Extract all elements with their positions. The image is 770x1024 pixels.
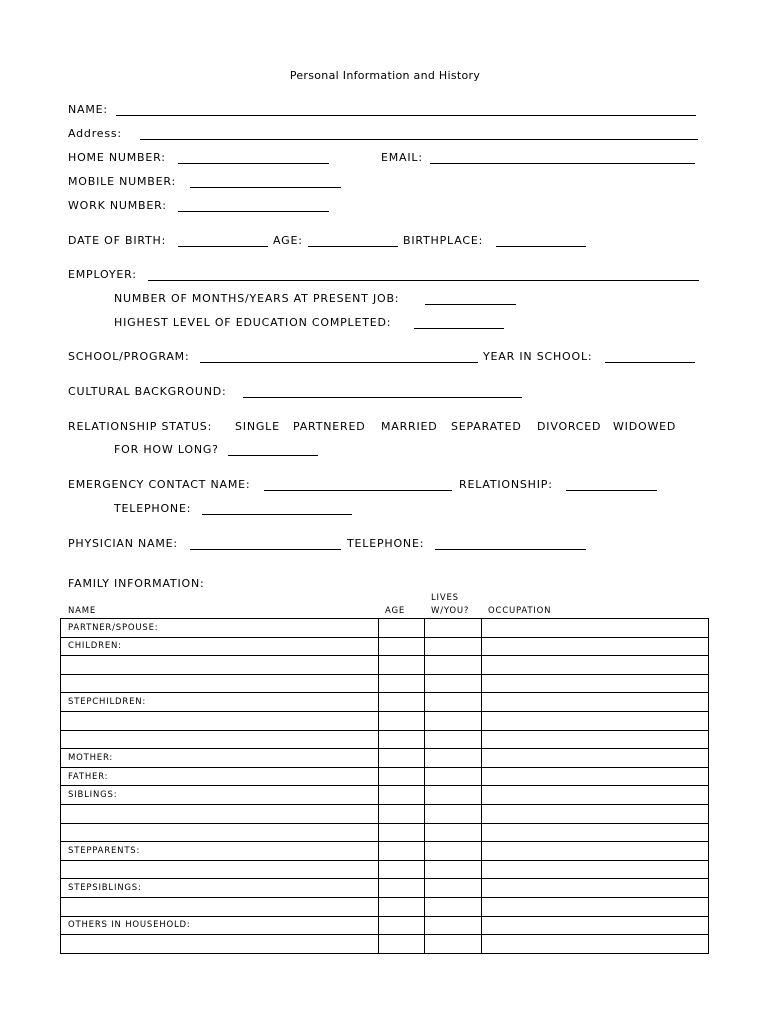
age-cell[interactable]	[379, 860, 425, 879]
table-row	[61, 860, 709, 879]
age-cell[interactable]	[379, 786, 425, 805]
name-cell[interactable]	[61, 749, 379, 768]
lives-with-you-cell[interactable]	[425, 619, 482, 638]
family-row-label: STEPPARENTS:	[68, 845, 141, 856]
family-row-label: SIBLINGS:	[68, 790, 118, 801]
age-cell[interactable]	[379, 767, 425, 786]
family-row-label: CHILDREN:	[68, 641, 122, 652]
name-cell[interactable]	[61, 767, 379, 786]
telephone-field[interactable]	[202, 514, 352, 515]
date-of-birth-label: DATE OF BIRTH:	[68, 234, 167, 247]
option-divorced[interactable]: DIVORCED	[537, 420, 602, 433]
physician-telephone-field[interactable]	[435, 549, 586, 550]
name-label: NAME:	[68, 103, 108, 116]
option-separated[interactable]: SEPARATED	[451, 420, 522, 433]
lives-with-you-cell[interactable]	[425, 842, 482, 861]
age-cell[interactable]	[379, 935, 425, 954]
col-lives-header: LIVES	[431, 593, 459, 603]
email-label: EMAIL:	[381, 151, 423, 164]
age-cell[interactable]	[379, 711, 425, 730]
physician-name-label: PHYSICIAN NAME:	[68, 537, 178, 550]
option-partnered[interactable]: PARTNERED	[293, 420, 366, 433]
table-row	[61, 656, 709, 675]
months-years-label: NUMBER OF MONTHS/YEARS AT PRESENT JOB:	[114, 292, 400, 305]
school-program-label: SCHOOL/PROGRAM:	[68, 350, 190, 363]
months-row	[114, 292, 524, 306]
occupation-cell[interactable]	[482, 656, 709, 675]
age-cell[interactable]	[379, 897, 425, 916]
cultural-background-field[interactable]	[243, 397, 522, 398]
age-cell[interactable]	[379, 693, 425, 712]
family-row-label: OTHERS IN HOUSEHOLD:	[68, 920, 191, 931]
occupation-cell[interactable]	[482, 711, 709, 730]
lives-with-you-cell[interactable]	[425, 786, 482, 805]
age-cell[interactable]	[379, 916, 425, 935]
name-cell[interactable]	[61, 897, 379, 916]
occupation-cell[interactable]	[482, 823, 709, 842]
occupation-cell[interactable]	[482, 804, 709, 823]
lives-with-you-cell[interactable]	[425, 916, 482, 935]
occupation-cell[interactable]	[482, 897, 709, 916]
lives-with-you-cell[interactable]	[425, 730, 482, 749]
table-row	[61, 637, 709, 656]
employer-row	[68, 268, 700, 282]
name-cell[interactable]	[61, 674, 379, 693]
name-cell[interactable]	[61, 916, 379, 935]
age-cell[interactable]	[379, 730, 425, 749]
table-row	[61, 786, 709, 805]
dob-row	[68, 234, 598, 248]
family-heading-row	[68, 577, 268, 591]
family-information-heading: FAMILY INFORMATION:	[68, 577, 205, 590]
lives-with-you-cell[interactable]	[425, 674, 482, 693]
occupation-cell[interactable]	[482, 767, 709, 786]
home-email-row	[68, 151, 698, 165]
family-row-label: PARTNER/SPOUSE:	[68, 622, 159, 633]
age-field[interactable]	[308, 246, 398, 247]
family-row-label: FATHER:	[68, 771, 109, 782]
relationship-field[interactable]	[566, 490, 657, 491]
table-row	[61, 730, 709, 749]
school-program-field[interactable]	[200, 362, 478, 363]
how-long-row	[114, 443, 334, 457]
lives-with-you-cell[interactable]	[425, 767, 482, 786]
table-row	[61, 823, 709, 842]
months-years-field[interactable]	[425, 304, 516, 305]
age-cell[interactable]	[379, 619, 425, 638]
relationship-label: RELATIONSHIP:	[459, 478, 553, 491]
table-row	[61, 842, 709, 861]
name-cell[interactable]	[61, 860, 379, 879]
year-in-school-field[interactable]	[605, 362, 695, 363]
age-cell[interactable]	[379, 842, 425, 861]
name-cell[interactable]	[61, 879, 379, 898]
year-in-school-label: YEAR IN SCHOOL:	[483, 350, 593, 363]
lives-with-you-cell[interactable]	[425, 879, 482, 898]
work-number-field[interactable]	[178, 211, 329, 212]
emergency-contact-label: EMERGENCY CONTACT NAME:	[68, 478, 251, 491]
table-row	[61, 619, 709, 638]
lives-with-you-cell[interactable]	[425, 711, 482, 730]
lives-with-you-cell[interactable]	[425, 860, 482, 879]
school-row	[68, 350, 698, 364]
age-cell[interactable]	[379, 749, 425, 768]
table-row	[61, 879, 709, 898]
family-row-label: STEPSIBLINGS:	[68, 883, 142, 894]
table-row	[61, 749, 709, 768]
lives-with-you-cell[interactable]	[425, 693, 482, 712]
occupation-cell[interactable]	[482, 730, 709, 749]
physician-row	[68, 537, 598, 551]
work-number-label: WORK NUMBER:	[68, 199, 167, 212]
occupation-cell[interactable]	[482, 879, 709, 898]
emergency-telephone-row	[114, 502, 364, 516]
occupation-cell[interactable]	[482, 842, 709, 861]
col-name-header: NAME	[68, 606, 97, 616]
mobile-number-field[interactable]	[190, 187, 341, 188]
occupation-cell[interactable]	[482, 674, 709, 693]
option-widowed[interactable]: WIDOWED	[613, 420, 677, 433]
address-label: Address:	[68, 127, 122, 140]
address-field[interactable]	[140, 139, 698, 140]
physician-telephone-label: TELEPHONE:	[347, 537, 425, 550]
education-label: HIGHEST LEVEL OF EDUCATION COMPLETED:	[114, 316, 392, 329]
relationship-status-label: RELATIONSHIP STATUS:	[68, 420, 213, 433]
birthplace-field[interactable]	[496, 246, 586, 247]
cultural-background-label: CULTURAL BACKGROUND:	[68, 385, 227, 398]
age-cell[interactable]	[379, 637, 425, 656]
name-cell[interactable]	[61, 786, 379, 805]
name-field[interactable]	[116, 115, 696, 116]
name-row	[68, 103, 698, 117]
option-single[interactable]: SINGLE	[235, 420, 280, 433]
employer-label: EMPLOYER:	[68, 268, 137, 281]
form-title: Personal Information and History	[289, 69, 481, 82]
table-row	[61, 711, 709, 730]
occupation-cell[interactable]	[482, 637, 709, 656]
name-cell[interactable]	[61, 842, 379, 861]
lives-with-you-cell[interactable]	[425, 656, 482, 675]
name-cell[interactable]	[61, 693, 379, 712]
name-cell[interactable]	[61, 730, 379, 749]
name-cell[interactable]	[61, 637, 379, 656]
mobile-number-label: MOBILE NUMBER:	[68, 175, 176, 188]
name-cell[interactable]	[61, 619, 379, 638]
occupation-cell[interactable]	[482, 619, 709, 638]
age-cell[interactable]	[379, 879, 425, 898]
work-row	[68, 199, 368, 213]
table-row	[61, 804, 709, 823]
name-cell[interactable]	[61, 823, 379, 842]
age-cell[interactable]	[379, 656, 425, 675]
employer-field[interactable]	[148, 280, 699, 281]
mobile-row	[68, 175, 368, 189]
occupation-cell[interactable]	[482, 935, 709, 954]
name-cell[interactable]	[61, 711, 379, 730]
emergency-contact-field[interactable]	[264, 490, 452, 491]
table-row	[61, 935, 709, 954]
occupation-cell[interactable]	[482, 786, 709, 805]
family-table	[60, 618, 709, 954]
occupation-cell[interactable]	[482, 916, 709, 935]
emergency-row	[68, 478, 668, 492]
age-cell[interactable]	[379, 674, 425, 693]
relationship-status-row	[68, 420, 698, 434]
cultural-row	[68, 385, 528, 399]
home-number-field[interactable]	[178, 163, 329, 164]
name-cell[interactable]	[61, 935, 379, 954]
lives-with-you-cell[interactable]	[425, 935, 482, 954]
age-cell[interactable]	[379, 804, 425, 823]
occupation-cell[interactable]	[482, 860, 709, 879]
col-age-header: AGE	[385, 606, 406, 616]
age-label: AGE:	[273, 234, 303, 247]
table-row	[61, 897, 709, 916]
occupation-cell[interactable]	[482, 693, 709, 712]
address-row	[68, 127, 700, 141]
table-row	[61, 916, 709, 935]
occupation-cell[interactable]	[482, 749, 709, 768]
telephone-label: TELEPHONE:	[114, 502, 192, 515]
lives-with-you-cell[interactable]	[425, 749, 482, 768]
lives-with-you-cell[interactable]	[425, 823, 482, 842]
option-married[interactable]: MARRIED	[381, 420, 438, 433]
education-row	[114, 316, 514, 330]
age-cell[interactable]	[379, 823, 425, 842]
table-row	[61, 767, 709, 786]
family-row-label: MOTHER:	[68, 752, 114, 763]
name-cell[interactable]	[61, 804, 379, 823]
name-cell[interactable]	[61, 656, 379, 675]
birthplace-label: BIRTHPLACE:	[403, 234, 484, 247]
date-of-birth-field[interactable]	[178, 246, 268, 247]
col-with-you-header: W/YOU?	[431, 606, 470, 616]
col-occupation-header: OCCUPATION	[488, 606, 552, 616]
lives-with-you-cell[interactable]	[425, 897, 482, 916]
family-row-label: STEPCHILDREN:	[68, 697, 147, 708]
home-number-label: HOME NUMBER:	[68, 151, 166, 164]
for-how-long-field[interactable]	[228, 455, 318, 456]
table-row	[61, 693, 709, 712]
education-field[interactable]	[414, 328, 504, 329]
physician-name-field[interactable]	[190, 549, 341, 550]
email-field[interactable]	[430, 163, 695, 164]
for-how-long-label: FOR HOW LONG?	[114, 443, 219, 456]
lives-with-you-cell[interactable]	[425, 804, 482, 823]
table-row	[61, 674, 709, 693]
lives-with-you-cell[interactable]	[425, 637, 482, 656]
